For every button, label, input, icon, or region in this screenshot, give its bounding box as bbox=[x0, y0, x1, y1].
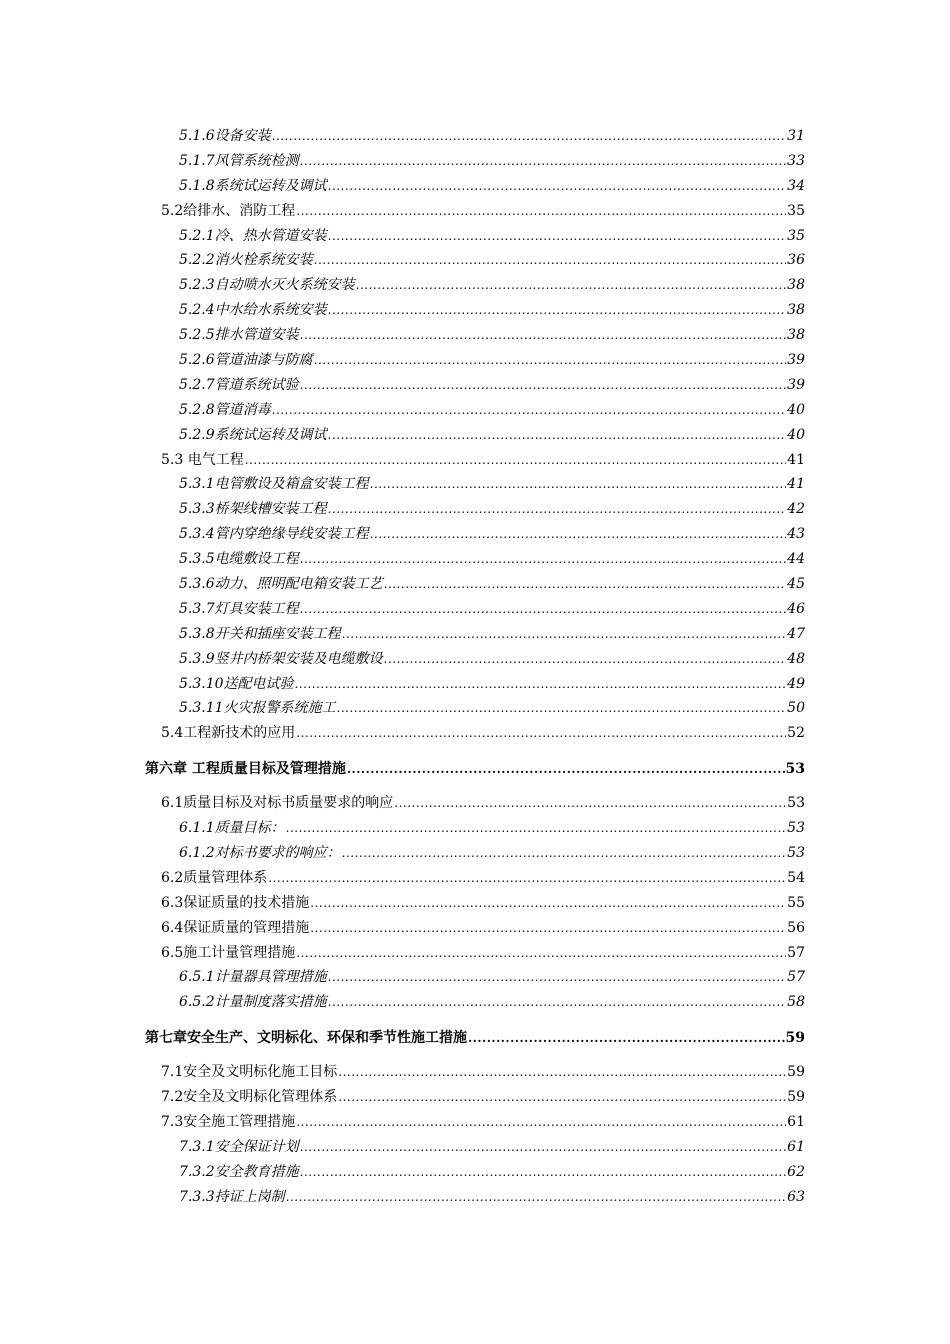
toc-page-number: 39 bbox=[787, 376, 805, 393]
toc-entry-title: 6.1质量目标及对标书质量要求的响应 bbox=[161, 795, 394, 812]
toc-dot-leader bbox=[300, 597, 787, 622]
toc-entry-title: 5.2.9系统试运转及调试 bbox=[179, 426, 327, 443]
toc-subsection-entry[interactable] bbox=[179, 298, 805, 323]
toc-subsection-entry[interactable] bbox=[179, 990, 805, 1015]
toc-subsection-entry[interactable] bbox=[179, 622, 805, 647]
toc-subsection-entry[interactable] bbox=[179, 547, 805, 572]
toc-section-entry[interactable] bbox=[161, 199, 805, 224]
toc-dot-leader bbox=[300, 1160, 787, 1185]
toc-page-number: 39 bbox=[787, 352, 805, 369]
toc-dot-leader bbox=[314, 248, 787, 273]
toc-entry-title: 7.2安全及文明标化管理体系 bbox=[161, 1088, 338, 1105]
toc-entry-title: 6.5.1计量器具管理措施 bbox=[179, 969, 327, 986]
toc-dot-leader bbox=[314, 348, 787, 373]
toc-dot-leader bbox=[268, 866, 786, 891]
toc-entry-title: 6.4保证质量的管理措施 bbox=[161, 919, 310, 936]
toc-subsection-entry[interactable] bbox=[179, 149, 805, 174]
toc-entry-title: 7.3.3持证上岗制 bbox=[179, 1188, 285, 1205]
toc-page-number: 59 bbox=[787, 1064, 805, 1081]
toc-page-number: 41 bbox=[787, 451, 805, 468]
toc-subsection-entry[interactable] bbox=[179, 348, 805, 373]
toc-chapter-entry[interactable] bbox=[145, 1026, 805, 1051]
toc-entry-title: 第七章安全生产、文明标化、环保和季节性施工措施 bbox=[145, 1030, 467, 1047]
toc-entry-title: 5.2.7管道系统试验 bbox=[179, 376, 299, 393]
toc-page-number: 45 bbox=[787, 576, 805, 593]
toc-page-number: 53 bbox=[787, 795, 805, 812]
toc-subsection-entry[interactable] bbox=[179, 816, 805, 841]
toc-page-number: 35 bbox=[787, 227, 805, 244]
toc-page-number: 44 bbox=[787, 551, 805, 568]
toc-entry-title: 5.3.8开关和插座安装工程 bbox=[179, 625, 341, 642]
toc-entry-title: 5.3.7灯具安装工程 bbox=[179, 600, 299, 617]
toc-page-number: 40 bbox=[787, 426, 805, 443]
toc-dot-leader bbox=[347, 757, 785, 782]
toc-subsection-entry[interactable] bbox=[179, 522, 805, 547]
toc-dot-leader bbox=[272, 398, 787, 423]
toc-dot-leader bbox=[342, 622, 787, 647]
toc-entry-title: 6.3保证质量的技术措施 bbox=[161, 894, 310, 911]
table-of-contents bbox=[0, 124, 950, 1209]
toc-entry-title: 5.3.11火灾报警系统施工 bbox=[179, 700, 336, 717]
toc-entry-title: 5.1.6设备安装 bbox=[179, 128, 271, 144]
toc-entry-title: 5.2.5排水管道安装 bbox=[179, 327, 299, 344]
toc-page-number: 36 bbox=[787, 252, 805, 269]
toc-subsection-entry[interactable] bbox=[179, 841, 805, 866]
toc-page-number: 59 bbox=[787, 1088, 805, 1105]
toc-entry-title: 5.3.4管内穿绝缘导线安装工程 bbox=[179, 526, 369, 543]
toc-section-entry[interactable] bbox=[161, 1060, 805, 1085]
toc-subsection-entry[interactable] bbox=[179, 273, 805, 298]
toc-page-number: 55 bbox=[787, 894, 805, 911]
toc-page-number: 50 bbox=[787, 700, 805, 717]
toc-subsection-entry[interactable] bbox=[179, 1160, 805, 1185]
toc-entry-title: 6.5施工计量管理措施 bbox=[161, 944, 296, 961]
toc-entry-title: 7.3.1安全保证计划 bbox=[179, 1138, 299, 1155]
toc-chapter-entry[interactable] bbox=[145, 757, 805, 782]
toc-entry-title: 6.1.2对标书要求的响应： bbox=[179, 844, 341, 861]
toc-page-number: 31 bbox=[787, 128, 805, 144]
toc-dot-leader bbox=[295, 672, 787, 697]
toc-dot-leader bbox=[300, 1135, 787, 1160]
toc-subsection-entry[interactable] bbox=[179, 373, 805, 398]
toc-dot-leader bbox=[286, 816, 787, 841]
toc-dot-leader bbox=[272, 124, 787, 149]
toc-dot-leader bbox=[468, 1026, 785, 1051]
toc-page-number: 46 bbox=[787, 600, 805, 617]
toc-subsection-entry[interactable] bbox=[179, 1185, 805, 1210]
toc-entry-title: 7.3.2安全教育措施 bbox=[179, 1163, 299, 1180]
toc-entry-title: 第六章 工程质量目标及管理措施 bbox=[145, 761, 346, 778]
toc-page-number: 63 bbox=[787, 1188, 805, 1205]
toc-entry-title: 5.2.3自动喷水灭火系统安装 bbox=[179, 277, 355, 294]
toc-dot-leader bbox=[338, 1085, 786, 1110]
toc-entry-title: 5.3.6动力、照明配电箱安装工艺 bbox=[179, 576, 383, 593]
toc-entry-title: 5.3.3桥架线槽安装工程 bbox=[179, 501, 327, 518]
toc-entry-title: 5.2.1冷、热水管道安装 bbox=[179, 227, 327, 244]
toc-subsection-entry[interactable] bbox=[179, 224, 805, 249]
toc-entry-title: 5.2.6管道油漆与防腐 bbox=[179, 352, 313, 369]
toc-dot-leader bbox=[300, 149, 787, 174]
toc-dot-leader bbox=[328, 965, 787, 990]
toc-page-number: 61 bbox=[787, 1113, 805, 1130]
toc-subsection-entry[interactable] bbox=[179, 248, 805, 273]
toc-dot-leader bbox=[300, 547, 787, 572]
toc-dot-leader bbox=[338, 1060, 786, 1085]
toc-section-entry[interactable] bbox=[161, 721, 805, 746]
toc-dot-leader bbox=[328, 174, 787, 199]
toc-section-entry[interactable] bbox=[161, 448, 805, 473]
toc-page-number: 58 bbox=[787, 994, 805, 1011]
toc-entry-title: 7.3安全施工管理措施 bbox=[161, 1113, 296, 1130]
toc-page-number: 54 bbox=[787, 869, 805, 886]
toc-page-number: 35 bbox=[787, 202, 805, 219]
toc-page-number: 49 bbox=[787, 675, 805, 692]
toc-entry-title: 5.1.8系统试运转及调试 bbox=[179, 177, 327, 194]
toc-entry-title: 6.1.1质量目标： bbox=[179, 820, 285, 837]
toc-dot-leader bbox=[394, 791, 786, 816]
toc-page-number: 41 bbox=[787, 476, 805, 493]
toc-page-number: 38 bbox=[787, 302, 805, 319]
toc-dot-leader bbox=[310, 916, 786, 941]
toc-dot-leader bbox=[328, 224, 787, 249]
toc-page-number: 40 bbox=[787, 401, 805, 418]
toc-page-number: 47 bbox=[787, 625, 805, 642]
toc-dot-leader bbox=[356, 273, 787, 298]
toc-section-entry[interactable] bbox=[161, 941, 805, 966]
toc-page-number: 53 bbox=[787, 844, 805, 861]
toc-subsection-entry[interactable] bbox=[179, 572, 805, 597]
toc-section-entry[interactable] bbox=[161, 1110, 805, 1135]
toc-entry-title: 5.3.9竖井内桥架安装及电缆敷设 bbox=[179, 650, 383, 667]
toc-subsection-entry[interactable] bbox=[179, 497, 805, 522]
toc-dot-leader bbox=[245, 448, 786, 473]
toc-page-number: 57 bbox=[787, 969, 805, 986]
toc-subsection-entry[interactable] bbox=[179, 423, 805, 448]
toc-dot-leader bbox=[384, 572, 787, 597]
toc-page-number: 53 bbox=[785, 761, 805, 778]
toc-entry-title: 5.3 电气工程 bbox=[161, 451, 244, 468]
toc-subsection-entry[interactable] bbox=[179, 124, 805, 149]
toc-entry-title: 5.2给排水、消防工程 bbox=[161, 202, 296, 219]
toc-section-entry[interactable] bbox=[161, 1085, 805, 1110]
toc-entry-title: 5.2.2消火栓系统安装 bbox=[179, 252, 313, 269]
toc-dot-leader bbox=[342, 841, 787, 866]
toc-page-number: 34 bbox=[787, 177, 805, 194]
toc-subsection-entry[interactable] bbox=[179, 472, 805, 497]
toc-subsection-entry[interactable] bbox=[179, 696, 805, 721]
toc-section-entry[interactable] bbox=[161, 891, 805, 916]
toc-dot-leader bbox=[296, 1110, 786, 1135]
toc-page-number: 61 bbox=[787, 1138, 805, 1155]
toc-page-number: 52 bbox=[787, 725, 805, 742]
toc-dot-leader bbox=[337, 696, 787, 721]
toc-entry-title: 7.1安全及文明标化施工目标 bbox=[161, 1064, 338, 1081]
toc-dot-leader bbox=[300, 373, 787, 398]
toc-page-number: 57 bbox=[787, 944, 805, 961]
toc-dot-leader bbox=[286, 1185, 787, 1210]
toc-dot-leader bbox=[310, 891, 786, 916]
toc-dot-leader bbox=[370, 472, 787, 497]
toc-section-entry[interactable] bbox=[161, 916, 805, 941]
toc-page-number: 42 bbox=[787, 501, 805, 518]
toc-entry-title: 6.2质量管理体系 bbox=[161, 869, 268, 886]
toc-page-number: 43 bbox=[787, 526, 805, 543]
toc-entry-title: 5.2.4中水给水系统安装 bbox=[179, 302, 327, 319]
toc-subsection-entry[interactable] bbox=[179, 647, 805, 672]
toc-dot-leader bbox=[384, 647, 787, 672]
toc-dot-leader bbox=[370, 522, 787, 547]
toc-entry-title: 5.3.1电管敷设及箱盒安装工程 bbox=[179, 476, 369, 493]
toc-entry-title: 5.2.8管道消毒 bbox=[179, 401, 271, 418]
toc-page-number: 48 bbox=[787, 650, 805, 667]
toc-entry-title: 6.5.2计量制度落实措施 bbox=[179, 994, 327, 1011]
toc-dot-leader bbox=[328, 423, 787, 448]
toc-dot-leader bbox=[328, 990, 787, 1015]
toc-dot-leader bbox=[328, 497, 787, 522]
toc-subsection-entry[interactable] bbox=[179, 1135, 805, 1160]
toc-page-number: 53 bbox=[787, 820, 805, 837]
toc-section-entry[interactable] bbox=[161, 866, 805, 891]
toc-page-number: 38 bbox=[787, 327, 805, 344]
toc-subsection-entry[interactable] bbox=[179, 965, 805, 990]
toc-dot-leader bbox=[328, 298, 787, 323]
toc-entry-title: 5.1.7风管系统检测 bbox=[179, 152, 299, 169]
toc-page-number: 59 bbox=[785, 1030, 805, 1047]
toc-entry-title: 5.3.5电缆敷设工程 bbox=[179, 551, 299, 568]
toc-entry-title: 5.3.10送配电试验 bbox=[179, 675, 294, 692]
toc-subsection-entry[interactable] bbox=[179, 323, 805, 348]
toc-page-number: 62 bbox=[787, 1163, 805, 1180]
toc-entry-title: 5.4工程新技术的应用 bbox=[161, 725, 296, 742]
toc-page-number: 33 bbox=[787, 152, 805, 169]
toc-section-entry[interactable] bbox=[161, 791, 805, 816]
toc-page-number: 38 bbox=[787, 277, 805, 294]
toc-subsection-entry[interactable] bbox=[179, 398, 805, 423]
toc-page-number: 56 bbox=[787, 919, 805, 936]
toc-subsection-entry[interactable] bbox=[179, 672, 805, 697]
toc-dot-leader bbox=[296, 721, 786, 746]
toc-dot-leader bbox=[300, 323, 787, 348]
toc-subsection-entry[interactable] bbox=[179, 174, 805, 199]
toc-dot-leader bbox=[296, 199, 786, 224]
toc-dot-leader bbox=[296, 941, 786, 966]
toc-subsection-entry[interactable] bbox=[179, 597, 805, 622]
